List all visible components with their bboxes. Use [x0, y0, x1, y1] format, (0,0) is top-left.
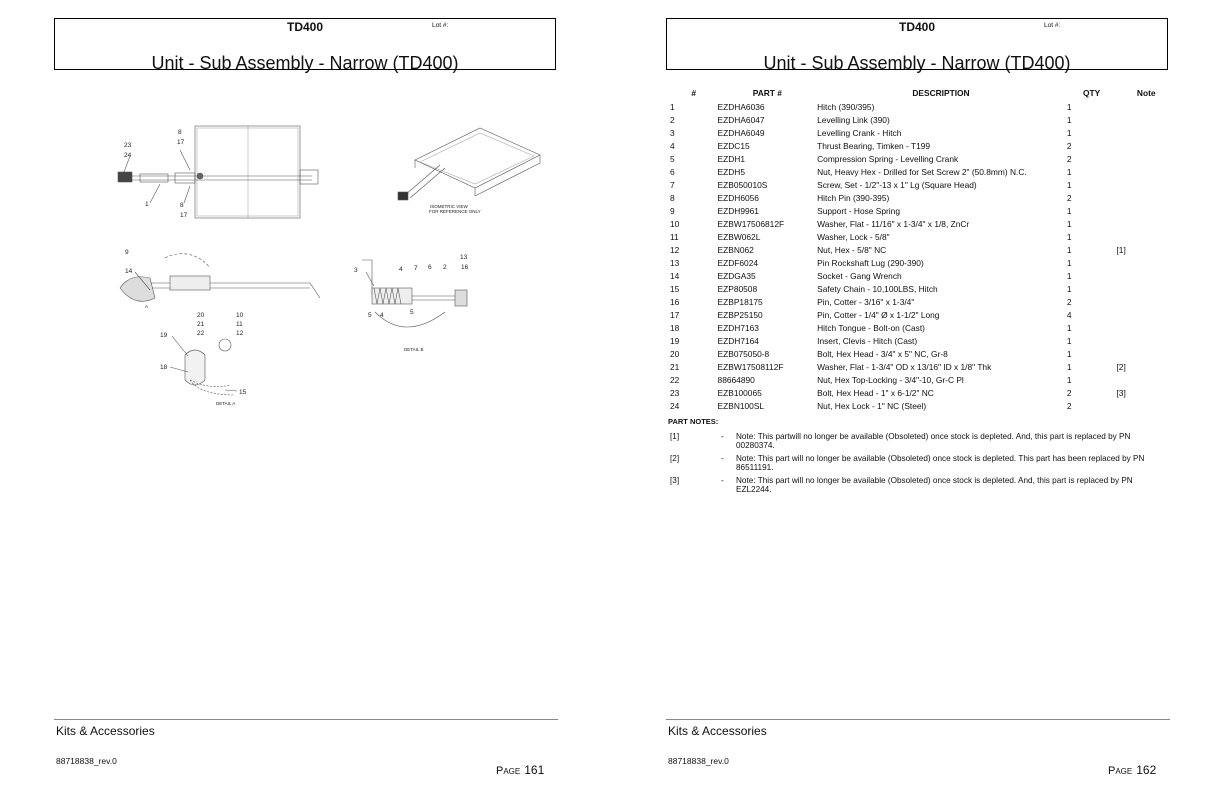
cell-note: [1116, 347, 1176, 360]
callout: 9: [125, 249, 129, 256]
callout: 19: [160, 332, 168, 339]
table-row: [668, 230, 1176, 243]
cell-qty: 1: [1066, 179, 1072, 190]
cell-desc: Nut, Hex Lock - 1" NC (Steel): [817, 400, 927, 411]
callout: 13: [460, 254, 468, 261]
frame-outline: [195, 126, 300, 218]
cell-part: EZB100065: [717, 387, 762, 398]
callout: 16: [461, 264, 469, 271]
cell-desc: Pin, Cotter - 3/16" x 1-3/4": [817, 296, 915, 307]
cell-num: 22: [670, 374, 680, 385]
note-dash: -: [721, 476, 724, 485]
cell-qty: 1: [1066, 231, 1072, 242]
cell-desc: Socket - Gang Wrench: [817, 270, 902, 281]
cell-desc: Hitch Tongue - Bolt-on (Cast): [817, 322, 925, 333]
cell-num: 1: [670, 101, 675, 112]
cell-qty: 1: [1066, 322, 1072, 333]
cell-note: [1]: [1116, 244, 1126, 255]
table-row: [668, 308, 1176, 321]
cell-note: [3]: [1116, 387, 1126, 398]
table-row: [668, 386, 1176, 399]
callout: 24: [124, 152, 132, 159]
page-header: [54, 18, 556, 73]
cell-qty: 1: [1066, 218, 1072, 229]
col-desc: DESCRIPTION: [912, 88, 970, 98]
page-word: Page: [496, 765, 521, 777]
callout: 5: [410, 309, 414, 316]
cell-note: [1116, 282, 1176, 295]
table-row: [668, 295, 1176, 308]
cell-note: [1116, 217, 1176, 230]
table-row: [668, 178, 1176, 191]
note-dash: -: [721, 432, 724, 441]
cell-num: 21: [670, 361, 680, 372]
cell-desc: Washer, Lock - 5/8": [817, 231, 890, 242]
note-ref: [1]: [670, 432, 680, 441]
note-text: Note: This partwill no longer be available (Obsoleted) once stock is depleted. And, this part is replaced by PN 00280374.: [736, 432, 1131, 450]
cell-note: [1116, 256, 1176, 269]
cell-desc: Insert, Clevis - Hitch (Cast): [817, 335, 918, 346]
cell-part: EZDH5: [717, 166, 745, 177]
cell-part: EZP80508: [717, 283, 758, 294]
iso-caption: ISOMETRIC VIEW: [430, 204, 468, 209]
cell-qty: 1: [1066, 101, 1072, 112]
table-row: [668, 256, 1176, 269]
callout: 14: [125, 268, 133, 275]
lot-label: Lot #:: [432, 22, 449, 29]
cell-part: EZDH6056: [717, 192, 759, 203]
table-row: [668, 243, 1176, 256]
note-dash: -: [721, 454, 724, 463]
cell-desc: Hitch (390/395): [817, 101, 875, 112]
callout: 1: [145, 201, 149, 208]
cell-qty: 2: [1066, 192, 1072, 203]
footer-section: Kits & Accessories: [668, 724, 767, 738]
cell-num: 8: [670, 192, 675, 203]
cell-part: EZDH7163: [717, 322, 759, 333]
cell-num: 12: [670, 244, 680, 255]
cell-desc: Safety Chain - 10,100LBS, Hitch: [817, 283, 938, 294]
page-word: Page: [1108, 765, 1133, 777]
parts-table-body: [668, 100, 1176, 412]
footer-rule: [666, 719, 1170, 720]
cell-num: 3: [670, 127, 675, 138]
cell-part: EZBP18175: [717, 296, 763, 307]
cell-part: EZBN100SL: [717, 400, 765, 411]
cell-note: [1116, 373, 1176, 386]
cell-num: 24: [670, 400, 680, 411]
cell-desc: Levelling Crank - Hitch: [817, 127, 902, 138]
cell-part: EZDHA6047: [717, 114, 765, 125]
callout: 2: [443, 264, 447, 271]
table-row: [668, 321, 1176, 334]
detail-a-drawing: [170, 336, 237, 395]
lot-label: Lot #:: [1044, 22, 1061, 29]
cell-note: [1116, 269, 1176, 282]
cell-qty: 1: [1066, 270, 1072, 281]
detail-label: DETAIL B: [404, 347, 424, 352]
page-number: 161: [524, 763, 545, 777]
cell-part: EZBN062: [717, 244, 754, 255]
note-text: Note: This part will no longer be available (Obsoleted) once stock is depleted. And, this part is replaced by PN EZL2244.: [736, 476, 1133, 494]
cell-desc: Washer, Flat - 1-3/4" OD x 13/16" ID x 1/8" Thk: [817, 361, 992, 372]
cell-desc: Nut, Hex Top-Locking - 3/4"-10, Gr-C Pl: [817, 374, 964, 385]
col-note: Note: [1136, 88, 1156, 98]
callout: 11: [236, 321, 243, 328]
cell-num: 15: [670, 283, 680, 294]
cell-desc: Bolt, Hex Head - 1" x 6-1/2" NC: [817, 387, 934, 398]
cell-note: [1116, 399, 1176, 412]
cell-qty: 2: [1066, 153, 1072, 164]
cell-note: [1116, 321, 1176, 334]
callout: 3: [354, 267, 358, 274]
cell-part: EZBW17508112F: [717, 361, 784, 372]
cell-note: [1116, 139, 1176, 152]
part-notes-heading: PART NOTES:: [668, 417, 719, 426]
table-row: [668, 191, 1176, 204]
callout: 22: [197, 330, 205, 337]
cell-desc: Compression Spring - Levelling Crank: [817, 153, 959, 164]
table-header-row: [668, 86, 1176, 100]
cell-qty: 4: [1066, 309, 1072, 320]
table-row: [668, 204, 1176, 217]
cell-num: 4: [670, 140, 675, 151]
cell-num: 23: [670, 387, 680, 398]
callout: 15: [239, 389, 247, 396]
table-row: [668, 334, 1176, 347]
callout: 21: [197, 321, 205, 328]
callout: 10: [236, 312, 244, 319]
cell-qty: 1: [1066, 205, 1072, 216]
detail-label: DETAIL A: [216, 401, 236, 406]
table-row: [668, 165, 1176, 178]
table-row: [668, 282, 1176, 295]
cell-desc: Nut, Hex - 5/8" NC: [817, 244, 887, 255]
cell-part: EZDF6024: [717, 257, 759, 268]
cell-num: 14: [670, 270, 680, 281]
cell-part: EZDC15: [717, 140, 750, 151]
cell-num: 19: [670, 335, 680, 346]
cell-note: [1116, 204, 1176, 217]
page-title: Unit - Sub Assembly - Narrow (TD400): [763, 53, 1071, 73]
cell-num: 17: [670, 309, 680, 320]
footer-rule: [54, 719, 558, 720]
table-row: [668, 100, 1176, 113]
note-ref: [2]: [670, 454, 680, 463]
iso-frame: [415, 128, 540, 188]
cell-desc: Screw, Set - 1/2"-13 x 1" Lg (Square Head): [817, 179, 977, 190]
cell-note: [1116, 113, 1176, 126]
cell-part: EZBW062L: [717, 231, 761, 242]
cell-num: 9: [670, 205, 675, 216]
cell-part: EZDGA35: [717, 270, 756, 281]
cell-qty: 1: [1066, 335, 1072, 346]
table-row: [668, 269, 1176, 282]
cell-qty: 2: [1066, 400, 1072, 411]
cell-qty: 1: [1066, 257, 1072, 268]
cell-num: 2: [670, 114, 675, 125]
cell-qty: 1: [1066, 283, 1072, 294]
cell-qty: 1: [1066, 114, 1072, 125]
assembly-diagram: [0, 80, 612, 420]
cell-num: 5: [670, 153, 675, 164]
cell-part: EZBW17506812F: [717, 218, 785, 229]
cell-desc: Levelling Link (390): [817, 114, 890, 125]
cell-desc: Thrust Bearing, Timken - T199: [817, 140, 931, 151]
footer-page: [1108, 763, 1156, 777]
cell-note: [1116, 100, 1176, 113]
cell-note: [1116, 178, 1176, 191]
cell-num: 11: [670, 231, 679, 242]
cell-part: EZB050010S: [717, 179, 768, 190]
callout: 12: [236, 330, 244, 337]
callout: 20: [197, 312, 205, 319]
cell-num: 7: [670, 179, 675, 190]
footer-section: Kits & Accessories: [56, 724, 155, 738]
col-qty: QTY: [1083, 88, 1101, 98]
table-row: [668, 360, 1176, 373]
callout: 8: [180, 202, 184, 209]
table-row: [668, 152, 1176, 165]
cell-qty: 1: [1066, 127, 1072, 138]
footer-page: [496, 763, 544, 777]
footer-doc-id: 88718838_rev.0: [668, 756, 729, 766]
page-header: [666, 18, 1168, 73]
table-row: [668, 347, 1176, 360]
cell-note: [1116, 295, 1176, 308]
cell-part: EZBP25150: [717, 309, 763, 320]
iso-caption: FOR REFERENCE ONLY: [429, 209, 481, 214]
cell-part: EZDH7164: [717, 335, 759, 346]
model-name: TD400: [286, 20, 324, 34]
table-row: [668, 139, 1176, 152]
cell-qty: 1: [1066, 166, 1072, 177]
callout: A: [145, 304, 149, 309]
cell-note: [1116, 126, 1176, 139]
cell-desc: Support - Hose Spring: [817, 205, 900, 216]
note-ref: [3]: [670, 476, 680, 485]
cell-num: 6: [670, 166, 675, 177]
callout: 7: [414, 265, 418, 272]
page-number: 162: [1136, 763, 1157, 777]
cell-desc: Nut, Heavy Hex - Drilled for Set Screw 2" (50.8mm) N.C.: [817, 166, 1027, 177]
page-title: Unit - Sub Assembly - Narrow (TD400): [151, 53, 459, 73]
cell-note: [1116, 152, 1176, 165]
cell-num: 10: [670, 218, 680, 229]
callout: 4: [380, 312, 384, 319]
col-part: PART #: [752, 88, 782, 98]
cell-note: [1116, 230, 1176, 243]
cell-num: 13: [670, 257, 680, 268]
callout: 5: [368, 312, 372, 319]
cell-qty: 2: [1066, 140, 1072, 151]
cell-desc: Pin, Cotter - 1/4" Ø x 1-1/2" Long: [817, 309, 940, 320]
callout: 4: [399, 266, 403, 273]
table-row: [668, 126, 1176, 139]
table-row: [668, 399, 1176, 412]
cell-qty: 1: [1066, 374, 1072, 385]
callout: 17: [177, 139, 185, 146]
cell-desc: Bolt, Hex Head - 3/4" x 5" NC, Gr-8: [817, 348, 948, 359]
cell-note: [2]: [1116, 361, 1126, 372]
cell-num: 18: [670, 322, 680, 333]
cell-note: [1116, 308, 1176, 321]
cell-num: 16: [670, 296, 680, 307]
cell-note: [1116, 191, 1176, 204]
right-page: [612, 0, 1224, 792]
cell-part: EZDHA6036: [717, 101, 765, 112]
table-row: [668, 113, 1176, 126]
cell-qty: 1: [1066, 361, 1072, 372]
cell-note: [1116, 165, 1176, 178]
callout: 8: [178, 129, 182, 136]
callout: 17: [180, 212, 188, 219]
callout: 6: [428, 264, 432, 271]
cell-qty: 2: [1066, 296, 1072, 307]
table-row: [668, 373, 1176, 386]
cell-part: 88664890: [717, 374, 755, 385]
model-name: TD400: [898, 20, 936, 34]
note-text: Note: This part will no longer be available (Obsoleted) once stock is depleted. This part has been replaced by PN 86511191.: [736, 454, 1145, 472]
col-num: #: [691, 88, 697, 98]
cell-qty: 1: [1066, 348, 1072, 359]
cell-qty: 1: [1066, 244, 1072, 255]
cell-desc: Washer, Flat - 11/16" x 1-3/4" x 1/8, ZnCr: [817, 218, 970, 229]
cell-note: [1116, 334, 1176, 347]
footer-doc-id: 88718838_rev.0: [56, 756, 117, 766]
cell-num: 20: [670, 348, 680, 359]
cell-desc: Pin Rockshaft Lug (290-390): [817, 257, 924, 268]
cell-qty: 2: [1066, 387, 1072, 398]
cell-part: EZDHA6049: [717, 127, 765, 138]
cell-part: EZB075050-8: [717, 348, 770, 359]
callout: 18: [160, 364, 168, 371]
callout: 23: [124, 142, 132, 149]
cell-part: EZDH1: [717, 153, 745, 164]
cell-part: EZDH9961: [717, 205, 759, 216]
table-row: [668, 217, 1176, 230]
parts-table: [668, 86, 1176, 412]
cell-desc: Hitch Pin (390-395): [817, 192, 890, 203]
